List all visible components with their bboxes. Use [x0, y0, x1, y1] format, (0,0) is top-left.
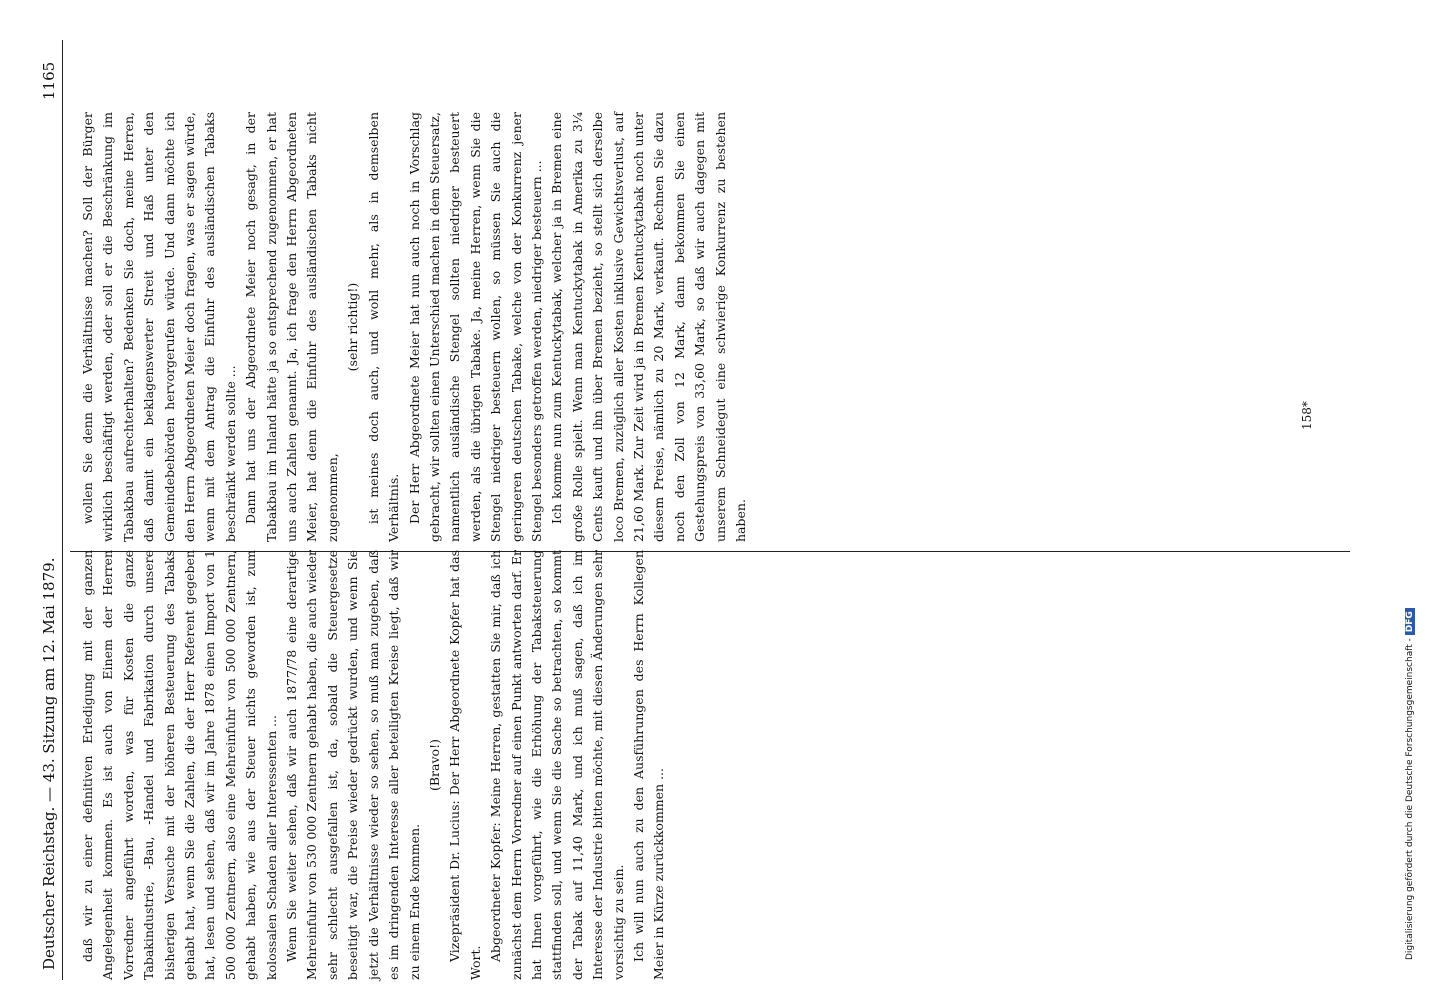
- paragraph: Dann hat uns der Abgeordnete Meier noch gesagt, in der Tabakbau im Inland hätte ja so entsprechend zugenommen, er hat uns auch Zahlen genannt. Ja, ich frage den Herrn Abgeordneten Meier, hat denn die Einfuhr des ausländischen Tabaks nicht zugenommen,: [243, 112, 340, 542]
- dfg-logo: DFG: [1405, 608, 1415, 635]
- paragraph: Ich komme nun zum Kentuckytabak, welcher ja in Bremen eine große Rolle spielt. Wenn man Kentuckytabak in Amerika zu 3¼ Cents kauft und ihn über Bremen bezieht, so stellt sich derselbe loco Bremen, zuzüglich aller Kosten inklusive Gewichtsverlust, auf 21,60 Mark. Zur Zeit wird ja in Bremen Kentuckytabak noch unter diesem Preise, nämlich zu 20 Mark, verkauft. Rechnen Sie dazu noch den Zoll von 12 Mark, dann bekommen Sie einen Gestehungspreis von 33,60 Mark, so daß wir auch dagegen mit unserem Schneidegut eine schwierige Konkurrenz zu bestehen haben.: [549, 112, 748, 542]
- right-column: [78, 112, 778, 542]
- speaker-intro: Vizepräsident Dr. Lucius: Der Herr Abgeordnete Kopfer hat das Wort.: [447, 550, 483, 980]
- page-number: 1165: [40, 61, 58, 100]
- paragraph: Der Herr Abgeordnete Meier hat nun auch noch in Vorschlag gebracht, wir sollten einen Unterschied machen in dem Steuersatz, namentlich ausländische Stengel sollten niedriger besteuert werden, als die übrigen Tabake. Ja, meine Herren, wenn Sie die Stengel niedriger besteuern wollen, so müssen Sie auch die geringeren deutschen Tabake, welche von der Konkurrenz jener Stengel besonders getroffen werden, niedriger besteuern ...: [406, 112, 544, 542]
- sheet-signature: 158*: [1300, 401, 1314, 430]
- digitization-credit: [1405, 608, 1415, 960]
- paragraph: wollen Sie denn die Verhältnisse machen? Soll der Bürger wirklich beschäftigt werden, oder soll er die Beschränkung im Tabakbau aufrechterhalten? Bedenken Sie doch, meine Herren, daß damit ein beklagenswerter Streit und Haß unter den Gemeindebehörden hervorgerufen würde. Und dann möchte ich den Herrn Abgeordneten Meier doch fragen, was er sagen würde, wenn mit dem Antrag die Einfuhr des ausländischen Tabaks beschränkt werden sollte ...: [80, 112, 238, 542]
- paragraph: Abgeordneter Kopfer: Meine Herren, gestatten Sie mir, daß ich zunächst dem Herrn Vorredner auf einen Punkt antworten darf. Er hat Ihnen vorgeführt, wie die Erhöhung der Tabaksteuerung stattfinden soll, und wenn Sie die Sache so betrachten, so kommt der Tabak auf 11,40 Mark, und ich muß sagen, daß ich im Interesse der Industrie bitten möchte, mit diesen Änderungen sehr vorsichtig zu sein.: [488, 550, 626, 980]
- paragraph: Wenn Sie weiter sehen, daß wir auch 1877/78 eine derartige Mehreinfuhr von 530 000 Zentnern gehabt haben, die auch wieder sehr schlecht ausgefallen ist, da, sobald die Steuergesetze beseitigt war, die Preise wieder gedrückt wurden, und wenn Sie jetzt die Verhältnisse wieder so sehen, so muß man zugeben, daß es im dringenden Interesse aller beteiligten Kreise liegt, daß wir zu einem Ende kommen.: [284, 550, 422, 980]
- interjection: (sehr richtig!): [345, 282, 361, 372]
- paragraph: ist meines doch auch, und wohl mehr, als in demselben Verhältnis.: [365, 112, 402, 542]
- header-rule: [62, 40, 63, 980]
- interjection: (Bravo!): [426, 739, 442, 791]
- credit-text: Digitalisierung gefördert durch die Deutsche Forschungsgemeinschaft -: [1405, 635, 1415, 960]
- paragraph: Ich will nun auch zu den Ausführungen des Herrn Kollegen Meier in Kürze zurückkommen ...: [630, 550, 667, 980]
- paragraph: daß wir zu einer definitiven Erledigung mit der ganzen Angelegenheit kommen. Es ist auch von Einem der Herren Vorredner angeführt worden, was für Kosten die ganze Tabakindustrie, -Bau, -Handel und Fabrikation durch unsere bisherigen Versuche mit der höheren Besteuerung des Tabaks gehabt hat, wenn Sie die Zahlen, die der Herr Referent gegeben hat, lesen und sehen, daß wir im Jahre 1878 einen Import von 1 500 000 Zentnern, also eine Mehreinfuhr von 500 000 Zentnern, gehabt haben, wie aus der Steuer nichts geworden ist, zum kolossalen Schaden aller Interessenten ...: [80, 550, 279, 980]
- running-header: Deutscher Reichstag. — 43. Sitzung am 12. Mai 1879.: [40, 557, 58, 970]
- left-column: [78, 550, 758, 980]
